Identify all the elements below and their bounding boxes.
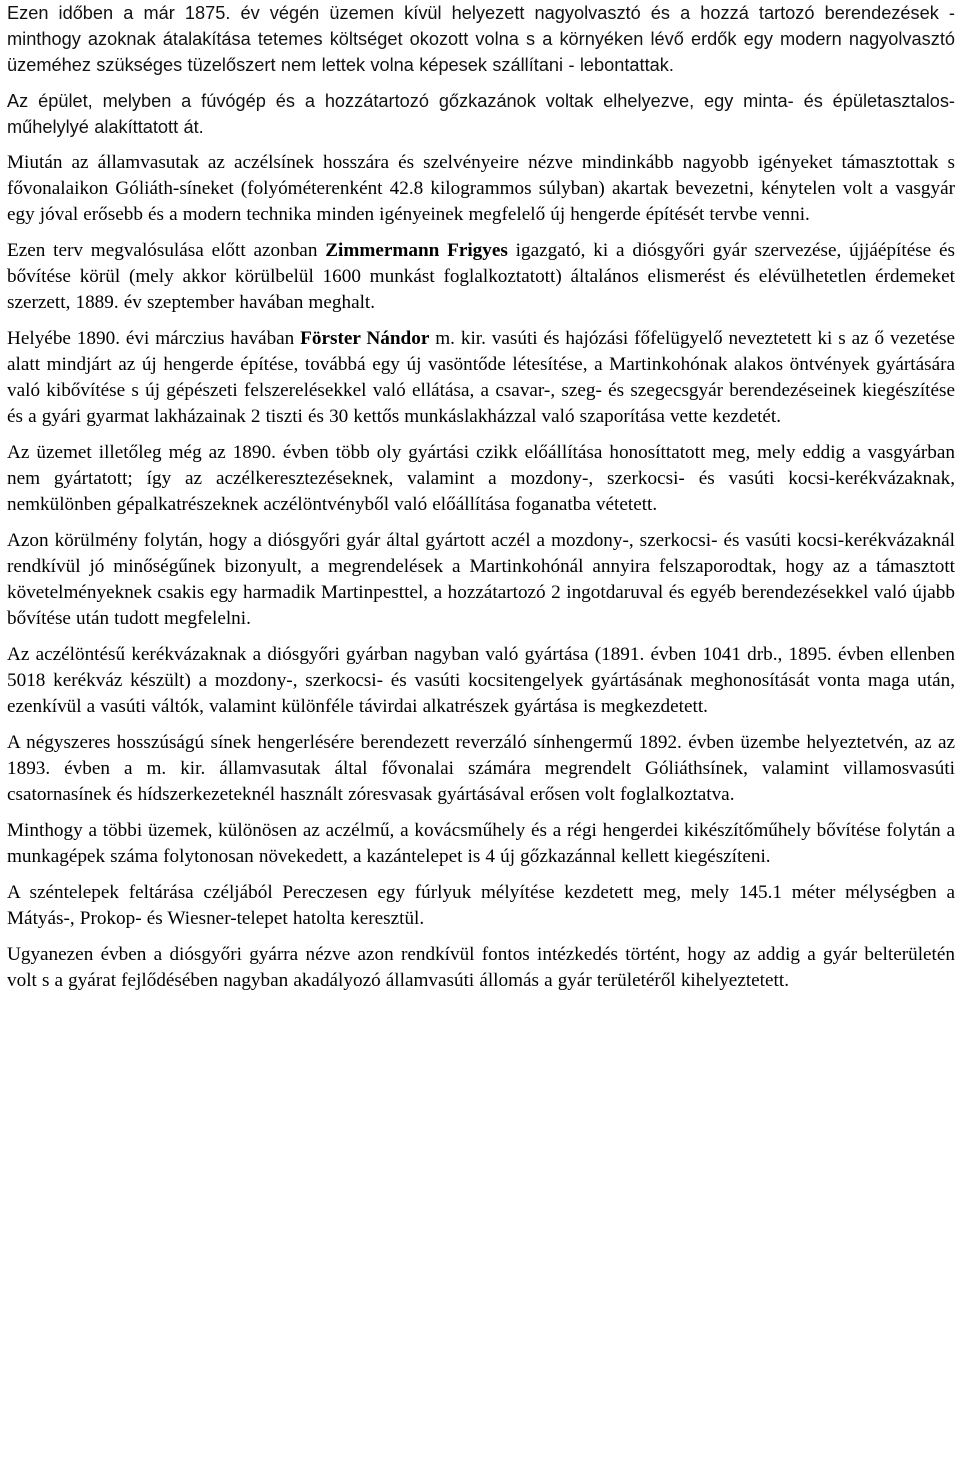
paragraph-4-text-before: Ezen terv megvalósulása előtt azonban xyxy=(7,240,326,261)
paragraph-5-text-after: m. kir. vasúti és hajózási főfelügyelő neveztetett ki s az ő vezetése alatt mindjárt az új hengerde építése, továbbá egy új vasöntőde létesítése, a Martinkohónak alakos öntvények gyártására való kibővítése s új gépészeti felszerelésekkel való ellátása, a csavar-, szeg- és szegecsgyár berendezéseinek kiegészítése és a gyári gyarmat lakházainak 2 tiszti és 30 kettős munkáslakházzal való szaporítása vette kezdetét. xyxy=(7,328,955,427)
document-page xyxy=(7,0,955,994)
paragraph-1: Ezen időben a már 1875. év végén üzemen kívül helyezett nagyolvasztó és a hozzá tartozó berendezések - minthogy azoknak átalakítása tetemes költséget okozott volna s a környéken lévő erdők egy modern nagyolvasztó üzeméhez szükséges tüzelőszert nem lettek volna képesek szállítani - lebontattak. xyxy=(7,3,955,75)
paragraph-6: Az üzemet illetőleg még az 1890. évben több oly gyártási czikk előállítása honosíttatott meg, mely eddig a vasgyárban nem gyártatott; így az aczélkeresztezéseknek, valamint a mozdony-, szerkocsi- és vasúti kocsi-kerékvázaknak, nemkülönben gépalkatrészeknek aczélöntvényből való előállítása foganatba vétetett. xyxy=(7,442,955,515)
paragraph-5-text-before: Helyébe 1890. évi márczius havában xyxy=(7,328,301,349)
person-name-forster: Förster Nándor xyxy=(300,328,430,349)
person-name-zimmermann: Zimmermann Frigyes xyxy=(325,240,508,261)
paragraph-4-text-after: igazgató, ki a diósgyőri gyár szervezése, újjáépítése és bővítése körül (mely akkor körülbelül 1600 munkást foglalkoztatott) általános elismerést és elévülhetetlen érdemeket szerzett, 1889. év szeptember havában meghalt. xyxy=(7,240,955,313)
paragraph-4 xyxy=(7,238,955,316)
paragraph-8: Az aczélöntésű kerékvázaknak a diósgyőri gyárban nagyban való gyártása (1891. évben 1041 drb., 1895. évben ellenben 5018 kerékváz készült) a mozdony-, szerkocsi- és vasúti kocsitengelyek gyártásának meghonosítását vonta maga után, ezenkívül a vasúti váltók, valamint különféle távirdai alkatrészek gyártása is megkezdetett. xyxy=(7,644,955,717)
paragraph-12: Ugyanezen évben a diósgyőri gyárra nézve azon rendkívül fontos intézkedés történt, hogy az addig a gyár belterületén volt s a gyárat fejlődésében nagyban akadályozó államvasúti állomás a gyár területéről kihelyeztetett. xyxy=(7,944,955,991)
paragraph-3: Miután az államvasutak az aczélsínek hosszára és szelvényeire nézve mindinkább nagyobb igényeket támasztottak s fővonalaikon Góliáth-síneket (folyóméterenként 42.8 kilogrammos súlyban) akartak bevezetni, kénytelen volt a vasgyár egy jóval erősebb és a modern technika minden igényeinek megfelelő új hengerde építését tervbe venni. xyxy=(7,152,955,225)
paragraph-11: A széntelepek feltárása czéljából Pereczesen egy fúrlyuk mélyítése kezdetett meg, mely 145.1 méter mélységben a Mátyás-, Prokop- és Wiesner-telepet hatolta keresztül. xyxy=(7,882,955,929)
paragraph-9: A négyszeres hosszúságú sínek hengerlésére berendezett reverzáló sínhengermű 1892. évben üzembe helyeztetvén, az az 1893. évben a m. kir. államvasutak által fővonalai számára megrendelt Góliáthsínek, valamint villamosvasúti csatornasínek és hídszerkezeteknél használt zóresvasak gyártásával erősen volt foglalkoztatva. xyxy=(7,732,955,805)
paragraph-5 xyxy=(7,326,955,430)
paragraph-2: Az épület, melyben a fúvógép és a hozzátartozó gőzkazánok voltak elhelyezve, egy minta- és épületasztalos-műhelylyé alakíttatott át. xyxy=(7,91,955,137)
paragraph-10: Minthogy a többi üzemek, különösen az aczélmű, a kovácsműhely és a régi hengerdei kikészítőműhely bővítése folytán a munkagépek száma folytonosan növekedett, a kazántelepet is 4 új gőzkazánnal kellett kiegészíteni. xyxy=(7,820,955,867)
paragraph-7: Azon körülmény folytán, hogy a diósgyőri gyár által gyártott aczél a mozdony-, szerkocsi- és vasúti kocsi-kerékvázaknál rendkívül jó minőségűnek bizonyult, a megrendelések a Martinkohónál annyira felszaporodtak, hogy az a támasztott követelményeknek csakis egy harmadik Martinpesttel, a hozzátartozó 2 ingotdaruval és egyéb berendezésekkel való újabb bővítése után tudott megfelelni. xyxy=(7,530,955,629)
